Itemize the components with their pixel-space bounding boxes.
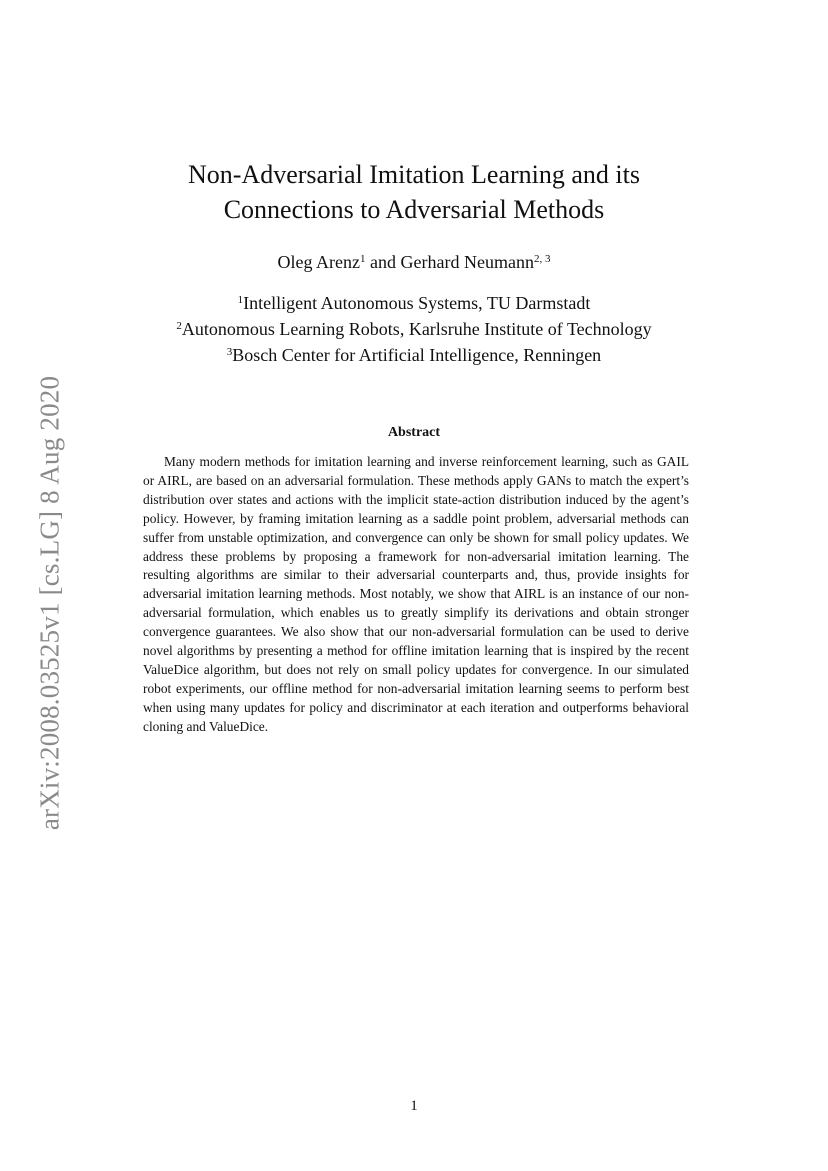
affiliation-text: Bosch Center for Artificial Intelligence, Renningen [232,345,602,365]
author-list [0,250,828,274]
author-affiliation-marker-2: 2, 3 [533,253,551,265]
author-name-1: Oleg Arenz [277,252,360,272]
author-affiliation-marker-1: 1 [360,253,366,265]
affiliation-text: Intelligent Autonomous Systems, TU Darmstadt [243,293,591,313]
abstract-text: Many modern methods for imitation learning and inverse reinforcement learning, such as GAIL or AIRL, are based on an adversarial formulation. These methods apply GANs to match the expert’s distribution over states and actions with the implicit state-action distribution induced by the agent’s policy. However, by framing imitation learning as a saddle point problem, adversarial methods can suffer from unstable optimization, and convergence can only be shown for small policy updates. We address these problems by proposing a framework for non-adversarial imitation learning. The resulting algorithms are similar to their adversarial counterparts and, thus, provide insights for adversarial imitation learning methods. Most notably, we show that AIRL is an instance of our non-adversarial formulation, which enables us to greatly simplify its derivations and obtain stronger convergence guarantees. We also show that our non-adversarial formulation can be used to derive novel algorithms by presenting a method for offline imitation learning that is inspired by the recent ValueDice algorithm, but does not rely on small policy updates for convergence. In our simulated robot experiments, our offline method for non-adversarial imitation learning seems to perform best when using many updates for policy and discriminator at each iteration and outperforms behavioral cloning and ValueDice. [143,454,689,734]
paper-title [0,157,828,227]
page-number: 1 [410,1098,418,1114]
abstract-heading: Abstract [387,425,441,440]
title-line-1: Non-Adversarial Imitation Learning and its [188,160,640,189]
arxiv-stamp: arXiv:2008.03525v1 [cs.LG] 8 Aug 2020 [34,375,65,831]
affiliation-marker: 2 [176,320,182,332]
author-name-2: Gerhard Neumann [400,252,534,272]
affiliation-item [0,316,828,342]
affiliation-item [0,342,828,368]
affiliation-marker: 3 [226,346,233,358]
affiliation-text: Autonomous Learning Robots, Karlsruhe Institute of Technology [181,319,652,339]
author-connector: and [365,252,401,272]
affiliation-list [0,290,828,368]
affiliation-marker: 1 [237,294,244,306]
affiliation-item [0,290,828,316]
title-line-2: Connections to Adversarial Methods [223,195,605,224]
